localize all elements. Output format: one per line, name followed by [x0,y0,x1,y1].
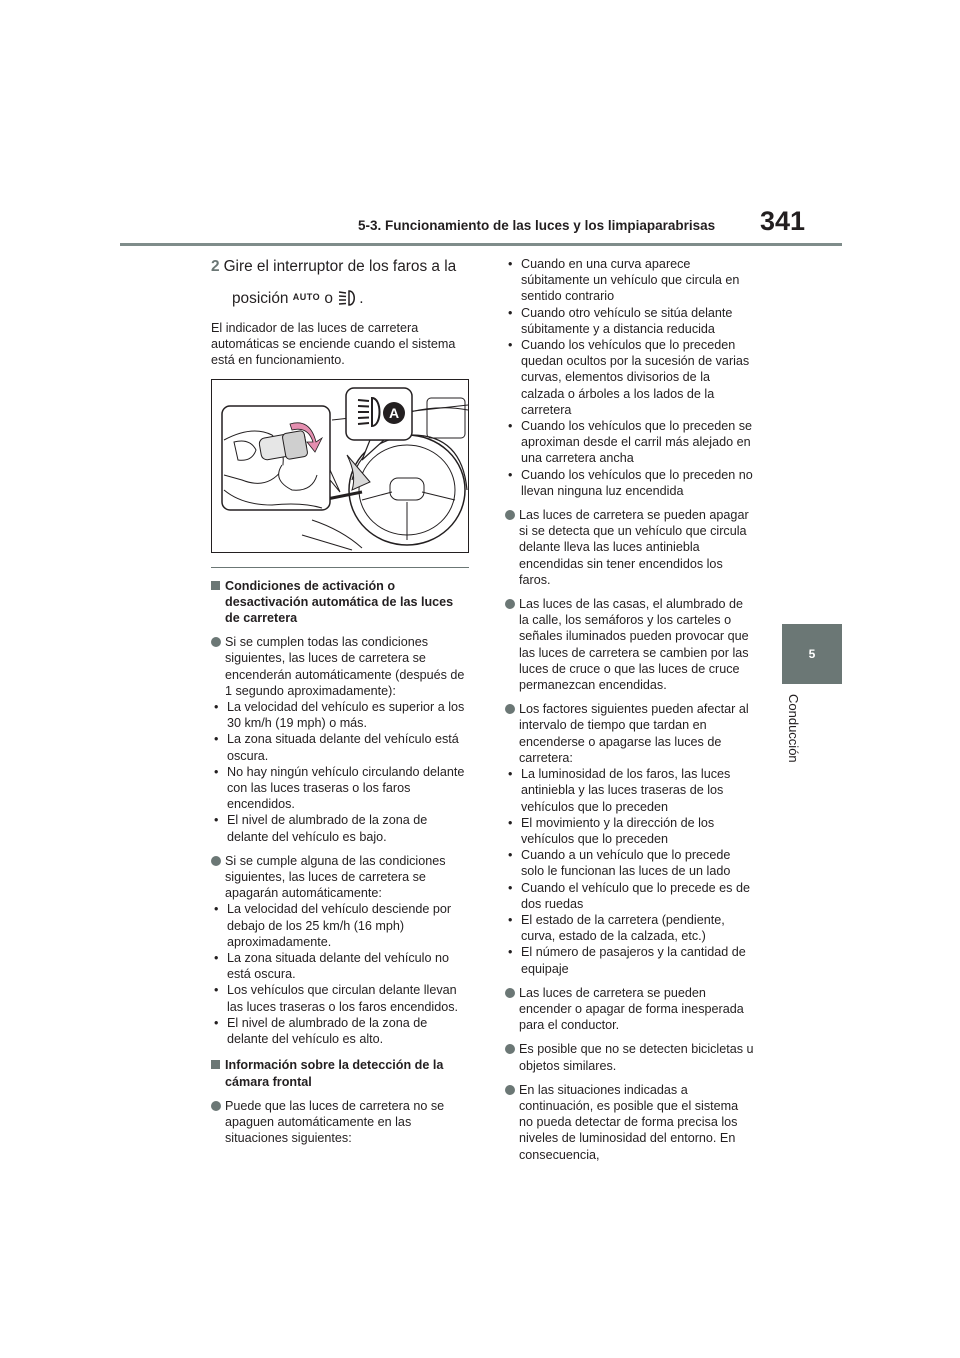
sub-bullet [505,337,755,418]
sub-bullet-text: Cuando otro vehículo se sitúa delante súbitamente y a distancia reducida [521,305,733,336]
sub-bullet [211,982,469,1014]
sub-bullet-text: Cuando el vehículo que lo precede es de dos ruedas [521,880,750,911]
sub-bullet [211,764,469,813]
sub-bullet-text: Cuando los vehículos que lo preceden no llevan ninguna luz encendida [521,467,753,498]
bullet-item [505,1041,755,1073]
bullet-text: Las luces de carretera se pueden encender o apagar de forma inesperada para el conductor. [519,985,744,1033]
sub-bullet [211,812,469,844]
bullet-item [505,701,755,766]
sub-bullet [505,467,755,499]
bullet-dot-icon [505,599,515,609]
section-heading-text: Condiciones de activación o desactivación automática de las luces de carretera [225,578,454,626]
sub-bullet-marker: • [508,880,513,895]
section-heading [211,1057,469,1089]
bullet-text: Las luces de las casas, el alumbrado de la calle, los semáforos y los carteles o señales iluminados pueden provocar que las luces de carretera se cambien por las luces de cruce o que las luces de cruce permanezcan encendidas. [519,597,749,693]
page-number: 341 [760,206,806,236]
step-2 [211,256,469,278]
left-column [211,256,469,1146]
sub-bullet-text: Cuando los vehículos que lo preceden quedan ocultos por la sucesión de varias curvas, elementos divisorios de la calzada o árboles a los lados de la carretera [521,338,750,417]
sub-bullet-marker: • [214,983,219,998]
section-heading [211,578,469,627]
sub-bullet [505,912,755,944]
section-marker [211,1060,220,1069]
chapter-label: Conducción [786,694,801,763]
bullet-dot-icon [505,988,515,998]
sub-bullet-text: El estado de la carretera (pendiente, curva, estado de la calzada, etc.) [521,912,725,944]
header-rule [120,243,842,246]
sub-bullet-marker: • [214,951,219,966]
bullet-item [211,1098,469,1147]
section-title: 5-3. Funcionamiento de las luces y los limpiaparabrisas [358,218,716,233]
section-heading-text: Información sobre la detección de la cámara frontal [225,1058,444,1089]
sub-bullet [505,815,755,847]
sub-bullet-text: Cuando los vehículos que lo preceden se aproximan desde el carril más alejado en una carretera ancha [521,419,753,466]
sub-bullet [211,901,469,950]
sub-bullet [505,944,755,976]
sub-bullet-marker: • [214,700,219,715]
bullet-text: Es posible que no se detecten bicicletas u objetos similares. [519,1042,754,1073]
sub-bullet [505,766,755,815]
bullet-dot-icon [505,510,515,520]
sub-bullet-marker: • [214,764,219,779]
chapter-tab: 5 [782,624,842,684]
sub-bullet-marker: • [508,945,513,960]
bullet-dot-icon [211,1101,221,1111]
bullet-text: Los factores siguientes pueden afectar al intervalo de tiempo que tardan en encenderse o apagarse las luces de carretera: [519,702,749,765]
step-text-line2: posición AUTO o . [232,290,364,307]
sub-bullet-marker: • [508,305,513,320]
headlight-switch-illustration [211,379,469,553]
bullet-dot-icon [211,856,221,866]
intro-text: El indicador de las luces de carretera automáticas se enciende cuando el sistema está en funcionamiento. [211,321,456,368]
bullet-item [211,853,469,902]
sub-bullet-text: El nivel de alumbrado de la zona de delante del vehículo es bajo. [227,813,428,844]
bullet-item [505,596,755,693]
sub-bullet-marker: • [214,1015,219,1030]
sub-bullet-text: La velocidad del vehículo es superior a los 30 km/h (19 mph) o más. [227,700,465,731]
section-marker [211,581,220,590]
sub-bullet-marker: • [508,338,513,353]
sub-bullet [211,699,469,731]
bullet-text: En las situaciones indicadas a continuación, es posible que el sistema no pueda detectar de forma precisa los niveles de luminosidad del entorno. En consecuencia, [519,1082,739,1162]
sub-bullet-marker: • [214,732,219,747]
sub-bullet [505,305,755,337]
sub-bullet-marker: • [508,912,513,927]
sub-bullet-text: El nivel de alumbrado de la zona de delante del vehículo es alto. [227,1015,428,1047]
sub-bullet-marker: • [214,902,219,917]
sub-bullet [211,950,469,982]
sub-bullet-text: La zona situada delante del vehículo no está oscura. [227,951,449,982]
sub-bullet [505,418,755,467]
sub-bullet-text: No hay ningún vehículo circulando delante con las luces traseras o los faros encendidos. [227,764,465,812]
sub-bullet-marker: • [508,815,513,830]
section-rule [211,567,469,568]
svg-text:A: A [388,404,400,421]
bullet-dot-icon [505,1044,515,1054]
sub-bullet [211,1015,469,1047]
bullet-text: Las luces de carretera se pueden apagar si se detecta que un vehículo que circula delante lleva las luces antiniebla encendidas sin tener encendidos los faros. [519,508,749,587]
sub-bullet-text: El movimiento y la dirección de los vehículos que lo preceden [521,815,715,846]
step-text: Gire el interruptor de los faros a la [223,258,457,275]
dashboard-drawing [212,380,468,552]
sub-bullet-marker: • [508,767,513,782]
bullet-dot-icon [211,637,221,647]
sub-bullet-marker: • [508,257,513,271]
sub-bullet [505,880,755,912]
sub-bullet-text: La zona situada delante del vehículo está oscura. [227,732,459,763]
bullet-dot-icon [505,704,515,714]
sub-bullet [505,847,755,879]
sub-bullet-marker: • [214,813,219,828]
bullet-text: Si se cumple alguna de las condiciones siguientes, las luces de carretera se apagarán automáticamente: [225,853,446,901]
step-number: 2 [211,258,220,275]
sub-bullet [505,256,755,305]
right-column [505,256,755,1163]
sub-bullet-text: La luminosidad de los faros, las luces antiniebla y las luces traseras de los vehículos que lo preceden [521,767,731,814]
sub-bullet-text: Cuando a un vehículo que lo precede solo le funcionan las luces de un lado [521,848,731,879]
sub-bullet-marker: • [508,848,513,863]
bullet-item [505,985,755,1034]
sub-bullet-text: El número de pasajeros y la cantidad de equipaje [521,945,746,976]
bullet-dot-icon [505,1085,515,1095]
high-beam-icon [337,289,359,307]
bullet-item [505,1082,755,1163]
sub-bullet-text: La velocidad del vehículo desciende por debajo de los 25 km/h (16 mph) aproximadamente. [227,902,452,949]
bullet-text: Si se cumplen todas las condiciones siguientes, las luces de carretera se encenderán automáticamente (después de 1 segundo aproximadamente): [225,635,465,698]
sub-bullet-marker: • [508,419,513,434]
sub-bullet-text: Cuando en una curva aparece súbitamente un vehículo que circula en sentido contrario [521,257,740,304]
bullet-item [505,507,755,588]
sub-bullet [211,731,469,763]
bullet-item [211,634,469,699]
sub-bullet-marker: • [508,467,513,482]
bullet-text: Puede que las luces de carretera no se apaguen automáticamente en las situaciones siguientes: [225,1098,445,1146]
auto-icon: AUTO [292,292,321,302]
sub-bullet-text: Los vehículos que circulan delante llevan las luces traseras o los faros encendidos. [227,983,459,1014]
